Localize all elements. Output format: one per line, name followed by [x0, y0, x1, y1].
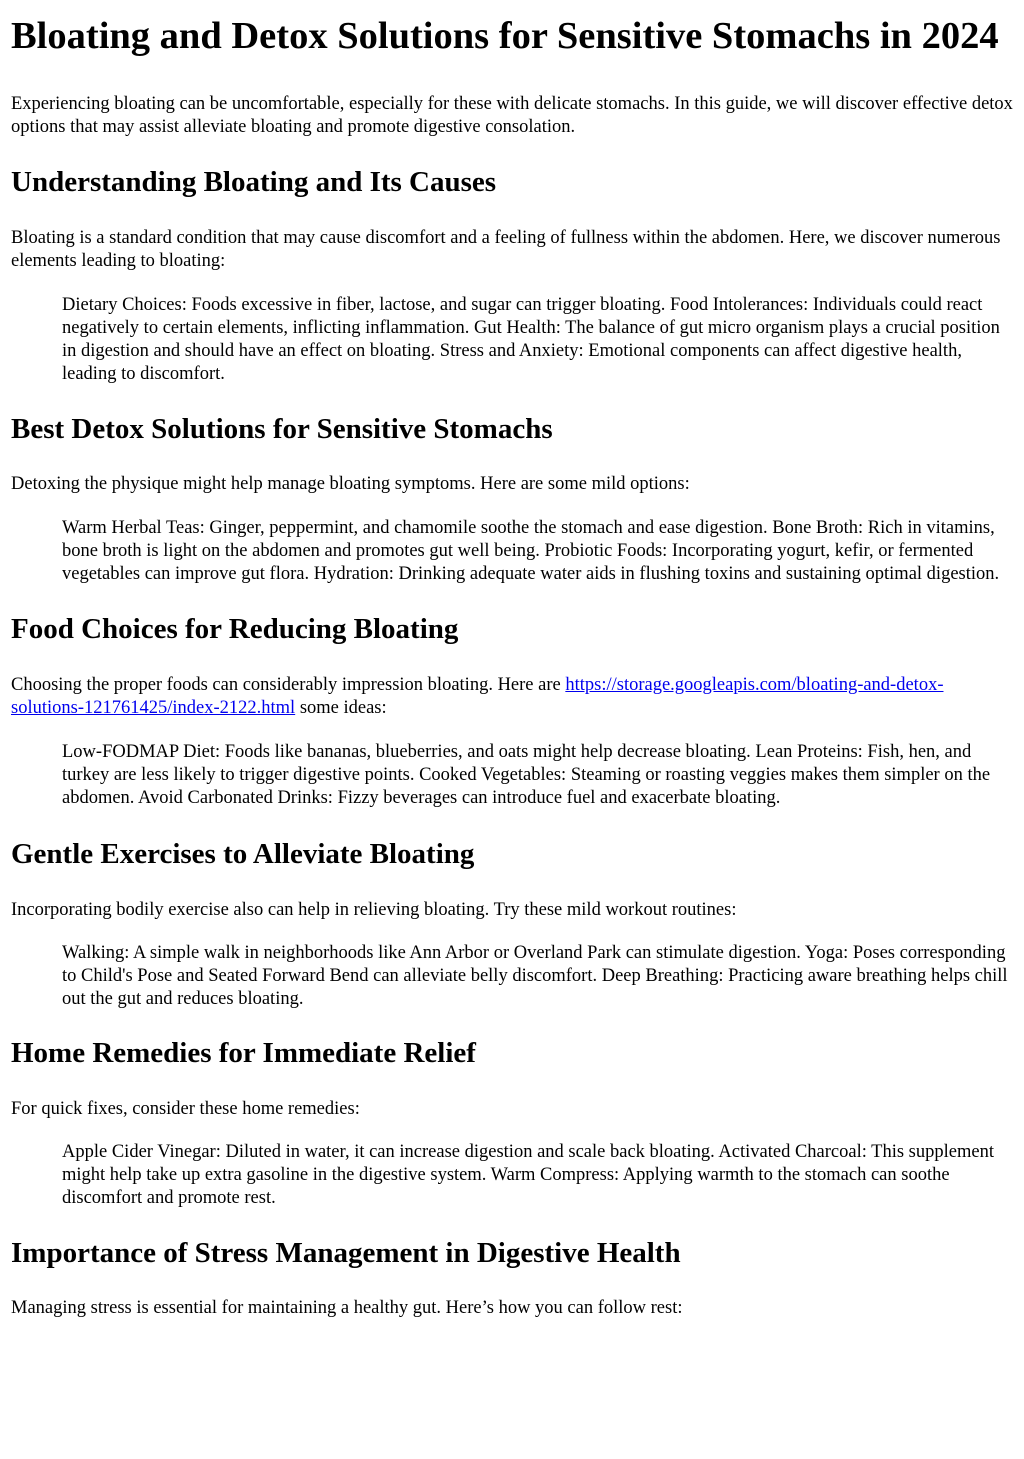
section-heading-stress: Importance of Stress Management in Digestive Health	[11, 1237, 681, 1269]
intro-paragraph: Experiencing bloating can be uncomfortable, especially for these with delicate stomachs. In this guide, we will discover effective detox options that may assist alleviate bloating and promote digestive consolation.	[11, 94, 1013, 137]
section-list-food: Low-FODMAP Diet: Foods like bananas, blueberries, and oats might help decrease bloating. Lean Proteins: Fish, hen, and turkey are less likely to trigger digestive points. Cooked Vegetables: Steaming or roasting veggies makes them simpler on the abdomen. Avoid Carbonated Drinks: Fizzy beverages can introduce fuel and exacerbate bloating.	[62, 742, 991, 808]
section-list-detox: Warm Herbal Teas: Ginger, peppermint, and chamomile soothe the stomach and ease digestion. Bone Broth: Rich in vitamins, bone broth is light on the abdomen and promotes gut well being. Probiotic Foods: Incorporating yogurt, kefir, or fermented vegetables can improve gut flora. Hydration: Drinking adequate water aids in flushing toxins and sustaining optimal digestion.	[62, 518, 1000, 584]
food-paragraph-end: some ideas:	[295, 698, 387, 718]
section-paragraph-stress: Managing stress is essential for maintaining a healthy gut. Here’s how you can follow rest:	[11, 1298, 683, 1318]
ideas-link[interactable]: https://storage.googleapis.com/bloating-and-detox-solutions-121761425/index-2122.html	[11, 675, 944, 718]
section-paragraph-detox: Detoxing the physique might help manage bloating symptoms. Here are some mild options:	[11, 474, 690, 494]
section-paragraph-food	[11, 674, 1013, 720]
article	[0, 13, 1024, 1320]
section-list-remedies: Apple Cider Vinegar: Diluted in water, it can increase digestion and scale back bloating. Activated Charcoal: This supplement might help take up extra gasoline in the digestive system. Warm Compress: Applying warmth to the stomach can soothe discomfort and promote rest.	[62, 1142, 994, 1208]
section-paragraph-causes: Bloating is a standard condition that may cause discomfort and a feeling of fullness within the abdomen. Here, we discover numerous elements leading to bloating:	[11, 228, 1001, 271]
page-title: Bloating and Detox Solutions for Sensitive Stomachs in 2024	[11, 15, 999, 57]
section-list-exercises: Walking: A simple walk in neighborhoods like Ann Arbor or Overland Park can stimulate digestion. Yoga: Poses corresponding to Child's Pose and Seated Forward Bend can alleviate belly discomfort. Deep Breathing: Practicing aware breathing helps chill out the gut and reduces bloating.	[62, 943, 1008, 1009]
section-list-causes: Dietary Choices: Foods excessive in fiber, lactose, and sugar can trigger bloating. Food Intolerances: Individuals could react negatively to certain elements, inflicting inflammation. Gut Health: The balance of gut micro organism plays a crucial position in digestion and should have an effect on bloating. Stress and Anxiety: Emotional components can affect digestive health, leading to discomfort.	[62, 295, 1000, 384]
section-heading-exercises: Gentle Exercises to Alleviate Bloating	[11, 838, 475, 870]
section-heading-causes: Understanding Bloating and Its Causes	[11, 166, 497, 198]
section-heading-remedies: Home Remedies for Immediate Relief	[11, 1037, 476, 1069]
section-heading-food: Food Choices for Reducing Bloating	[11, 613, 459, 645]
food-paragraph-start: Choosing the proper foods can considerably impression bloating. Here are	[11, 675, 566, 695]
section-paragraph-remedies: For quick fixes, consider these home remedies:	[11, 1099, 360, 1119]
section-paragraph-exercises: Incorporating bodily exercise also can help in relieving bloating. Try these mild workout routines:	[11, 900, 737, 920]
section-heading-detox: Best Detox Solutions for Sensitive Stomachs	[11, 413, 553, 445]
